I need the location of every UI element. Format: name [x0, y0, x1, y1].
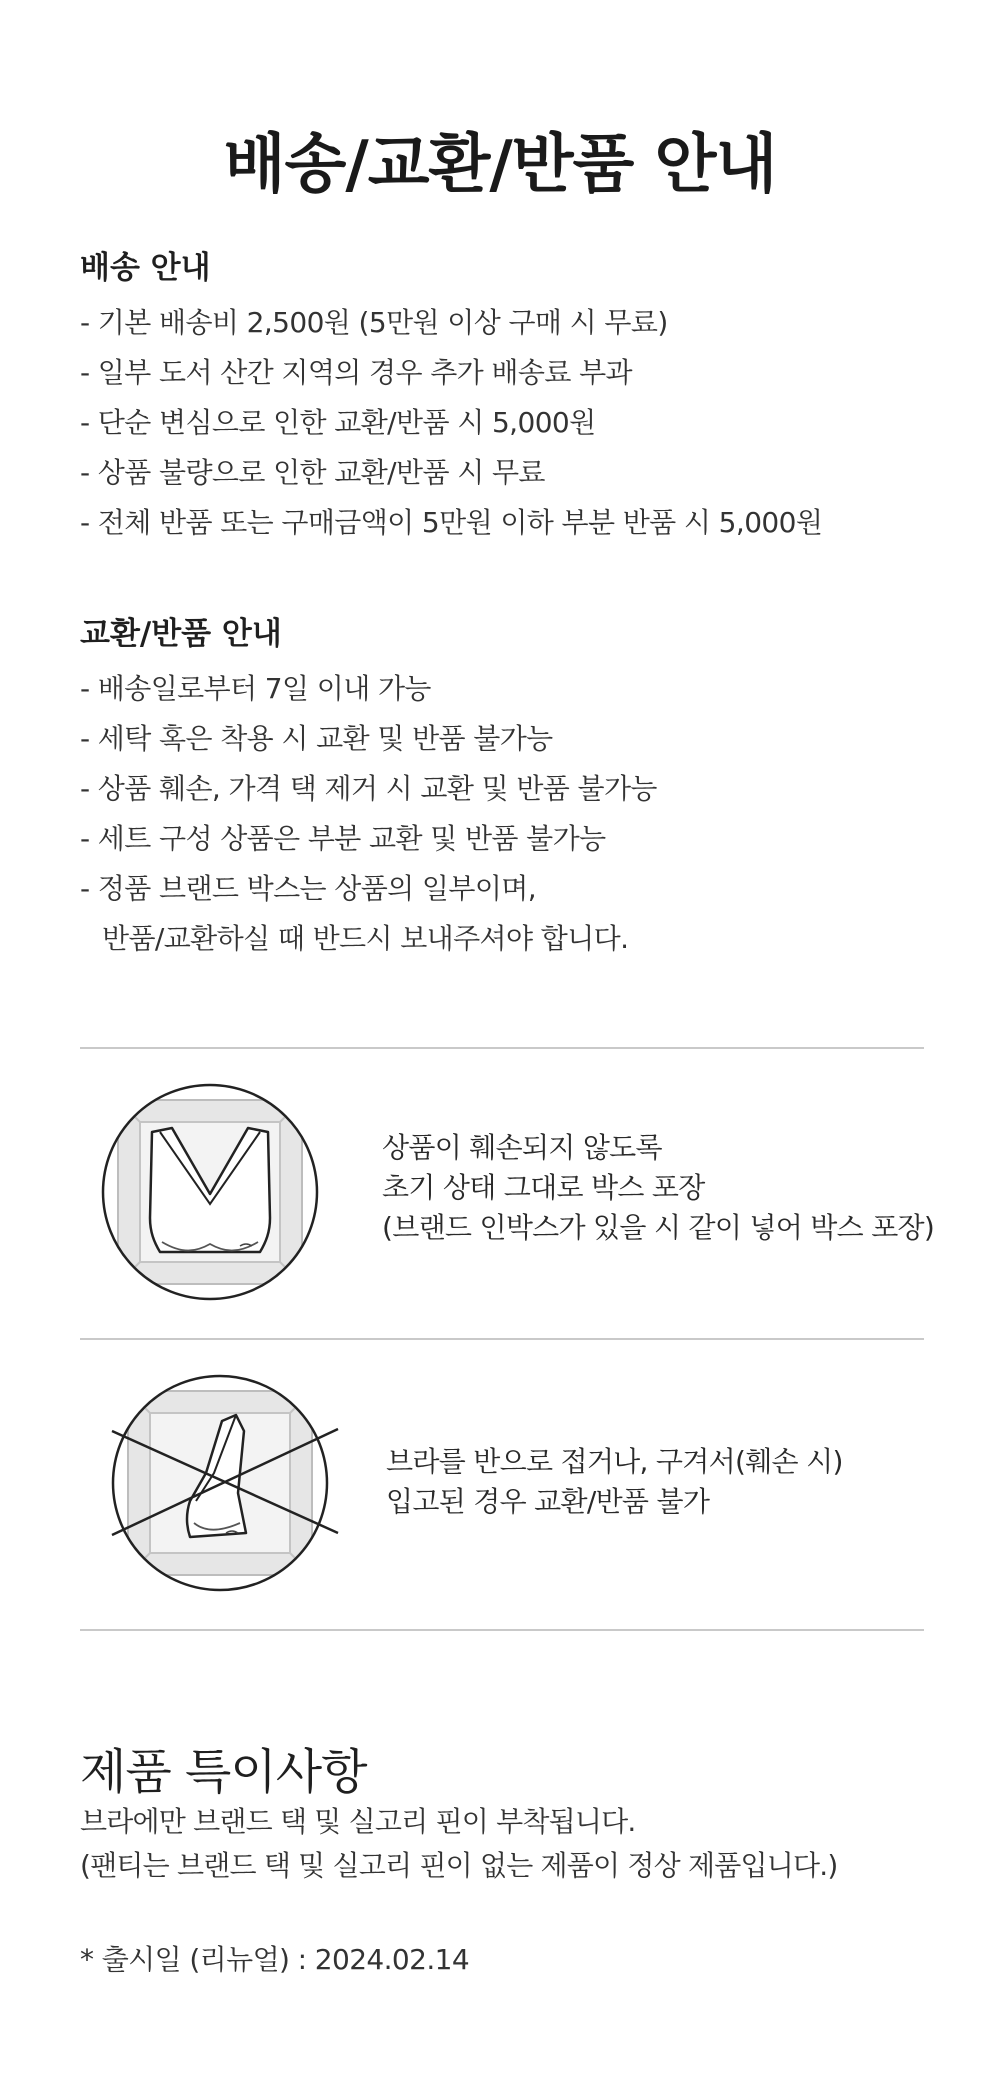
exchange-line: - 상품 훼손, 가격 택 제거 시 교환 및 반품 불가능: [80, 772, 657, 805]
care-ng-line: 입고된 경우 교환/반품 불가: [386, 1485, 710, 1518]
shipping-line: - 단순 변심으로 인한 교환/반품 시 5,000원: [80, 406, 596, 439]
shipping-line: - 기본 배송비 2,500원 (5만원 이상 구매 시 무료): [80, 306, 668, 339]
exchange-line: - 배송일로부터 7일 이내 가능: [80, 672, 431, 705]
special-line: (팬티는 브랜드 택 및 실고리 핀이 없는 제품이 정상 제품입니다.): [80, 1849, 838, 1882]
exchange-list: [80, 664, 940, 964]
exchange-heading: 교환/반품 안내: [80, 616, 282, 652]
care-ng-text: [386, 1442, 843, 1522]
special-line: 브라에만 브랜드 택 및 실고리 핀이 부착됩니다.: [80, 1805, 636, 1838]
special-heading: 제품 특이사항: [80, 1743, 367, 1800]
exchange-line-continuation: 반품/교환하실 때 반드시 보내주셔야 합니다.: [102, 922, 629, 955]
page-title: 배송/교환/반품 안내: [223, 127, 777, 202]
shipping-line: - 상품 불량으로 인한 교환/반품 시 무료: [80, 456, 545, 489]
divider: [80, 1047, 924, 1049]
exchange-line: - 세트 구성 상품은 부분 교환 및 반품 불가능: [80, 822, 606, 855]
folded-bra-crossed-icon: [100, 1373, 320, 1593]
shipping-list: [80, 298, 940, 548]
care-ok-text: [382, 1128, 934, 1248]
divider: [80, 1629, 924, 1631]
care-ok-line: 초기 상태 그대로 박스 포장: [382, 1171, 705, 1204]
exchange-line: - 세탁 혹은 착용 시 교환 및 반품 불가능: [80, 722, 553, 755]
shipping-line: - 일부 도서 산간 지역의 경우 추가 배송료 부과: [80, 356, 632, 389]
shipping-section: [80, 246, 940, 548]
special-notes: [80, 1800, 837, 1888]
divider: [80, 1338, 924, 1340]
boxed-bra-icon: [100, 1082, 320, 1302]
care-ok-line: 상품이 훼손되지 않도록: [382, 1131, 662, 1164]
care-ng-line: 브라를 반으로 접거나, 구겨서(훼손 시): [386, 1445, 843, 1478]
shipping-line: - 전체 반품 또는 구매금액이 5만원 이하 부분 반품 시 5,000원: [80, 506, 823, 539]
exchange-section: [80, 612, 940, 964]
release-date: * 출시일 (리뉴얼) : 2024.02.14: [80, 1943, 470, 1976]
exchange-line: - 정품 브랜드 박스는 상품의 일부이며,: [80, 872, 537, 905]
shipping-heading: 배송 안내: [80, 250, 211, 286]
care-ok-line: (브랜드 인박스가 있을 시 같이 넣어 박스 포장): [382, 1211, 935, 1244]
